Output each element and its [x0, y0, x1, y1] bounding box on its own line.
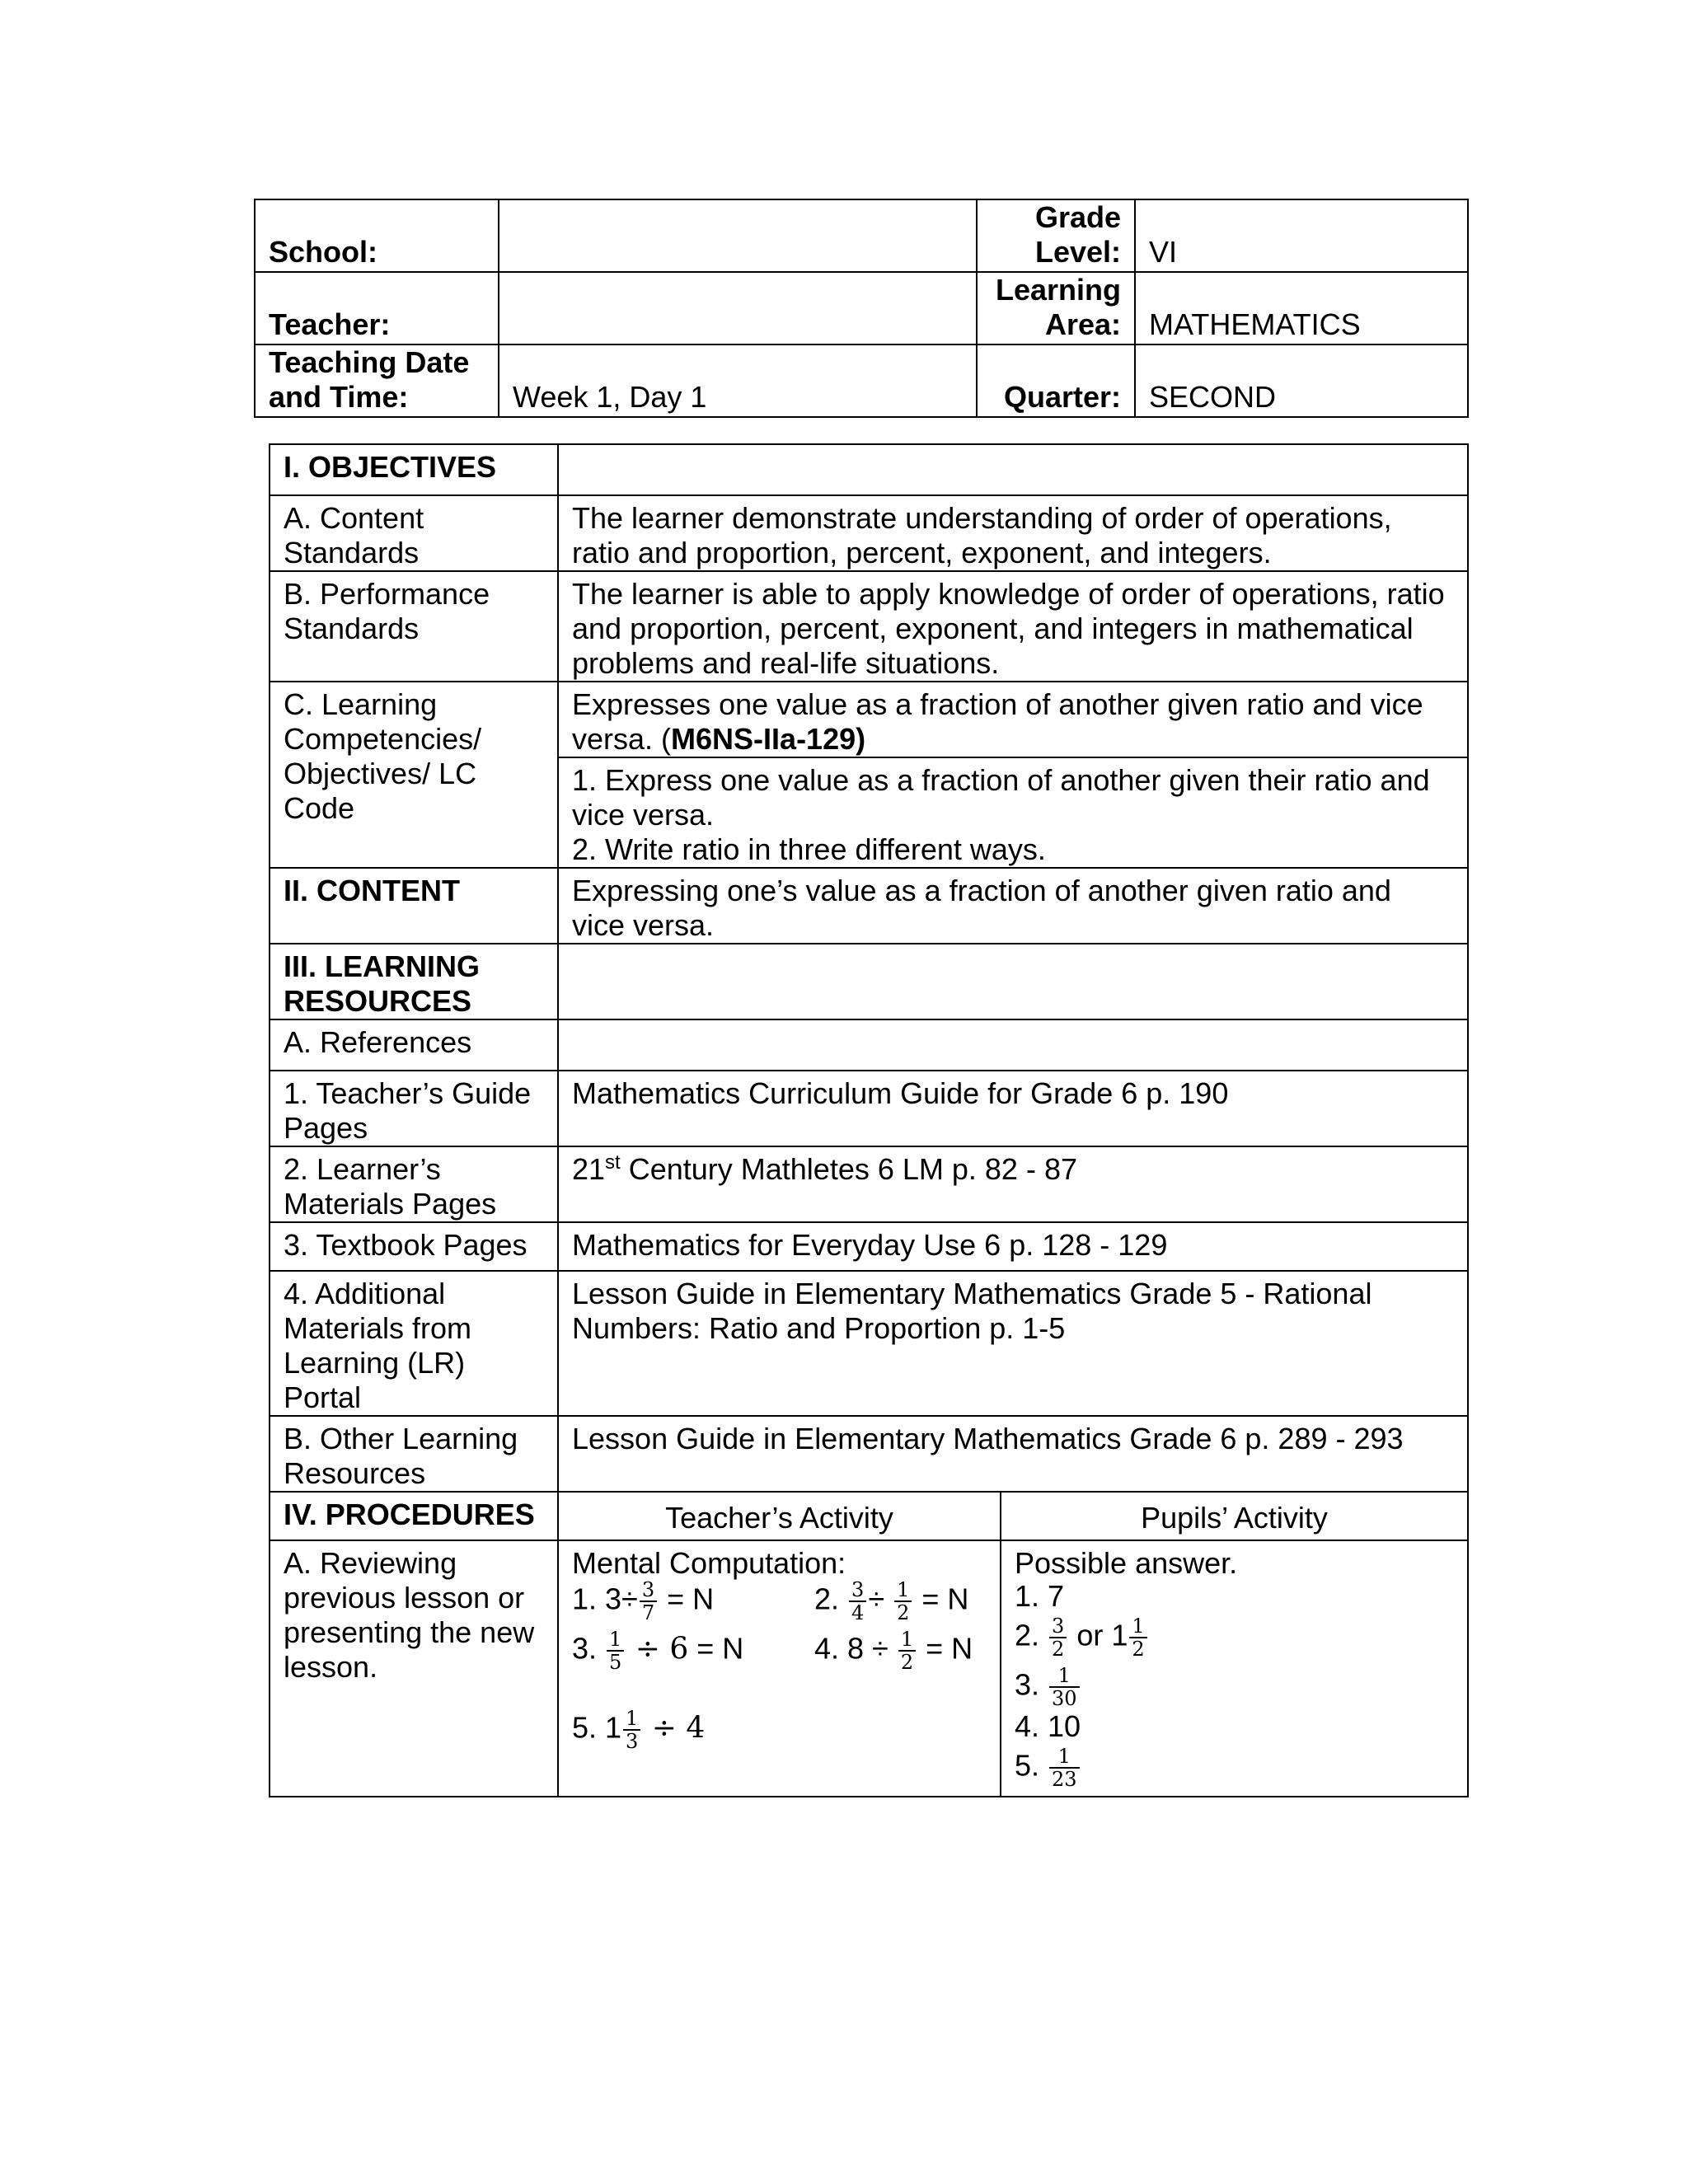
teachers-guide-label: [270, 1071, 558, 1146]
performance-line: and proportion, percent, exponent, and integers in mathematical: [572, 612, 1414, 645]
textbook-row: [270, 1222, 1468, 1271]
content-row: [270, 868, 1468, 944]
performance-line: The learner is able to apply knowledge of order of operations, ratio: [572, 577, 1445, 611]
teaching-date-value: Week 1, Day 1: [499, 344, 977, 417]
lm-text-pre: 21: [572, 1152, 606, 1186]
numerator: 3: [849, 1579, 866, 1602]
denominator: 23: [1052, 1768, 1077, 1791]
numerator: 1: [1129, 1615, 1146, 1638]
mental-computation-title: Mental Computation:: [572, 1546, 846, 1580]
item-text: ÷ 4: [642, 1711, 706, 1746]
objectives-empty: [558, 444, 1468, 495]
area-label-line1: Learning: [995, 273, 1121, 307]
objectives-heading-row: [270, 444, 1468, 495]
denominator: 5: [609, 1651, 622, 1674]
textbook-text: Mathematics for Everyday Use 6 p. 128 - 129: [558, 1222, 1468, 1271]
answers-block: [1015, 1546, 1454, 1793]
add-label-line: Portal: [284, 1380, 362, 1414]
mental-item-5: [572, 1708, 705, 1752]
learners-materials-label: [270, 1146, 558, 1222]
additional-materials-text: [558, 1271, 1468, 1416]
denominator: 4: [851, 1601, 865, 1624]
teaching-date-label: [255, 344, 499, 417]
grade-level-value: VI: [1135, 199, 1468, 272]
mental-item-4: [814, 1629, 973, 1673]
textbook-label: 3. Textbook Pages: [270, 1222, 558, 1271]
fraction: [849, 1579, 866, 1624]
fraction: [898, 1629, 916, 1673]
performance-standards-text: [558, 571, 1468, 682]
answer-1: 1. 7: [1015, 1579, 1065, 1613]
fraction: [640, 1579, 657, 1624]
numerator: 3: [1049, 1615, 1067, 1638]
content-line: Expressing one’s value as a fraction of another given ratio and: [572, 874, 1391, 907]
area-label-line2: Area:: [1044, 307, 1121, 341]
mental-computation-block: [572, 1546, 987, 1793]
competencies-label: [270, 682, 558, 868]
school-value: [499, 199, 977, 272]
resources-empty: [558, 944, 1468, 1019]
review-label-line: A. Reviewing: [284, 1546, 457, 1580]
answer-3: [1015, 1665, 1081, 1709]
date-row: [255, 344, 1468, 417]
competency-label-line: Objectives/ LC: [284, 757, 477, 790]
teachers-activity-header: Teacher’s Activity: [558, 1492, 1001, 1540]
grade-label-line1: Grade: [1034, 200, 1121, 234]
mental-item-1: [572, 1579, 714, 1624]
objective-line: vice versa.: [572, 798, 715, 832]
pupils-activity-header: Pupils’ Activity: [1001, 1492, 1468, 1540]
lm-label-line: 2. Learner’s: [284, 1152, 441, 1186]
answer-5: [1015, 1746, 1081, 1790]
additional-materials-row: [270, 1271, 1468, 1416]
item-text: 3.: [572, 1631, 606, 1666]
competency-line: [572, 722, 1454, 757]
performance-line: problems and real-life situations.: [572, 646, 1000, 680]
item-text: = N: [688, 1631, 744, 1666]
fraction: [894, 1579, 912, 1624]
reviewing-label: [270, 1540, 558, 1797]
item-text: ÷: [868, 1582, 893, 1616]
content-standards-text: [558, 495, 1468, 571]
fraction: [1049, 1615, 1067, 1660]
lm-label-line: Materials Pages: [284, 1187, 497, 1221]
lm-text-sup: st: [605, 1151, 621, 1174]
review-label-line: presenting the new: [284, 1615, 535, 1649]
teacher-activity-cell: [558, 1540, 1001, 1797]
fraction: [1129, 1615, 1146, 1660]
denominator: 2: [897, 1601, 910, 1624]
item-text: 4. 8 ÷: [814, 1631, 897, 1666]
fraction: [1049, 1665, 1080, 1709]
numerator: 1: [1049, 1746, 1080, 1769]
performance-label-line: Standards: [284, 612, 420, 645]
mental-item-3: [572, 1629, 743, 1673]
item-text: ÷ 6: [626, 1632, 689, 1666]
denominator: 30: [1052, 1687, 1077, 1710]
objective-line: 1. Express one value as a fraction of another given their ratio and: [572, 763, 1430, 797]
procedures-heading-row: [270, 1492, 1468, 1540]
content-standards-label: [270, 495, 558, 571]
teachers-guide-row: [270, 1071, 1468, 1146]
numerator: 1: [623, 1708, 640, 1731]
lm-text-post: Century Mathletes 6 LM p. 82 - 87: [620, 1152, 1077, 1186]
grade-level-label: [977, 199, 1135, 272]
item-text: = N: [913, 1582, 969, 1616]
competencies-row-1: [270, 682, 1468, 757]
header-table: [254, 199, 1469, 418]
school-label: School:: [255, 199, 499, 272]
add-text-line: Lesson Guide in Elementary Mathematics Grade 5 - Rational: [572, 1277, 1372, 1310]
grade-label-line2: Level:: [1034, 235, 1121, 269]
additional-materials-label: [270, 1271, 558, 1416]
denominator: 3: [626, 1730, 639, 1753]
content-standards-line: ratio and proportion, percent, exponent, and integers.: [572, 536, 1272, 569]
competency-line: Expresses one value as a fraction of another given ratio and vice: [572, 687, 1423, 721]
review-label-line: lesson.: [284, 1650, 378, 1684]
quarter-value: SECOND: [1135, 344, 1468, 417]
pupil-activity-cell: [1001, 1540, 1468, 1797]
other-resources-label: [270, 1416, 558, 1492]
add-text-line: Numbers: Ratio and Proportion p. 1-5: [572, 1311, 1066, 1345]
numerator: 1: [894, 1579, 912, 1602]
procedures-heading: IV. PROCEDURES: [270, 1492, 558, 1540]
resources-heading: [270, 944, 558, 1019]
competency-line-prefix: versa. (: [572, 722, 672, 756]
tg-label-line: Pages: [284, 1111, 368, 1145]
numerator: 1: [898, 1629, 916, 1652]
item-text: = N: [659, 1582, 715, 1616]
content-heading: II. CONTENT: [270, 868, 558, 944]
add-label-line: Materials from: [284, 1311, 472, 1345]
reviewing-row: [270, 1540, 1468, 1797]
answers-title: Possible answer.: [1015, 1546, 1238, 1580]
numerator: 1: [1049, 1665, 1080, 1688]
performance-standards-label: [270, 571, 558, 682]
school-row: [255, 199, 1468, 272]
add-label-line: Learning (LR): [284, 1346, 466, 1380]
resources-heading-line: RESOURCES: [284, 984, 472, 1018]
date-label-line1: Teaching Date: [269, 345, 470, 379]
content-standards-line: The learner demonstrate understanding of order of operations,: [572, 501, 1392, 535]
item-text: 2.: [1015, 1618, 1048, 1652]
other-resources-text: Lesson Guide in Elementary Mathematics Grade 6 p. 289 - 293: [558, 1416, 1468, 1492]
references-label: A. References: [270, 1019, 558, 1071]
lesson-plan-table: [269, 443, 1469, 1797]
item-text: 3.: [1015, 1667, 1048, 1702]
content-standards-label-line: A. Content: [284, 501, 424, 535]
objective-line: 2. Write ratio in three different ways.: [572, 832, 1046, 866]
numerator: 3: [640, 1579, 657, 1602]
date-label-line2: and Time:: [269, 380, 409, 414]
content-standards-label-line: Standards: [284, 536, 420, 569]
content-standards-row: [270, 495, 1468, 571]
references-row: [270, 1019, 1468, 1071]
teachers-guide-text: Mathematics Curriculum Guide for Grade 6 p. 190: [558, 1071, 1468, 1146]
teacher-row: [255, 272, 1468, 344]
teacher-label: Teacher:: [255, 272, 499, 344]
references-empty: [558, 1019, 1468, 1071]
answer-4: 4. 10: [1015, 1709, 1081, 1743]
other-label-line: B. Other Learning: [284, 1422, 518, 1455]
fraction: [1049, 1746, 1080, 1790]
content-text: [558, 868, 1468, 944]
add-label-line: 4. Additional: [284, 1277, 446, 1310]
objective-items: [558, 757, 1468, 868]
review-label-line: previous lesson or: [284, 1581, 525, 1615]
learners-materials-row: [270, 1146, 1468, 1222]
competency-label-line: Code: [284, 791, 355, 825]
denominator: 2: [900, 1651, 914, 1674]
mental-item-2: [814, 1579, 968, 1624]
item-text: 5.: [1015, 1748, 1048, 1783]
quarter-label: Quarter:: [977, 344, 1135, 417]
content-line: vice versa.: [572, 908, 715, 942]
learners-materials-text: [558, 1146, 1468, 1222]
performance-standards-row: [270, 571, 1468, 682]
numerator: 1: [607, 1629, 624, 1652]
item-text: 1. 3÷: [572, 1582, 638, 1616]
resources-heading-row: [270, 944, 1468, 1019]
denominator: 7: [641, 1601, 655, 1624]
item-text: 5. 1: [572, 1710, 622, 1745]
fraction: [623, 1708, 640, 1752]
competency-text: [558, 682, 1468, 757]
item-text: 2.: [814, 1582, 848, 1616]
competency-label-line: Competencies/: [284, 722, 482, 756]
denominator: 2: [1052, 1638, 1065, 1661]
performance-label-line: B. Performance: [284, 577, 490, 611]
objectives-heading: I. OBJECTIVES: [270, 444, 558, 495]
other-resources-row: [270, 1416, 1468, 1492]
item-text: or 1: [1068, 1618, 1128, 1652]
learning-area-value: MATHEMATICS: [1135, 272, 1468, 344]
resources-heading-line: III. LEARNING: [284, 949, 481, 983]
item-text: = N: [917, 1631, 973, 1666]
answer-2: [1015, 1615, 1149, 1660]
teacher-value: [499, 272, 977, 344]
competency-label-line: C. Learning: [284, 687, 438, 721]
other-label-line: Resources: [284, 1456, 426, 1490]
lc-code: M6NS-IIa-129): [671, 722, 866, 756]
tg-label-line: 1. Teacher’s Guide: [284, 1076, 532, 1110]
denominator: 2: [1132, 1638, 1145, 1661]
fraction: [607, 1629, 624, 1673]
learning-area-label: [977, 272, 1135, 344]
